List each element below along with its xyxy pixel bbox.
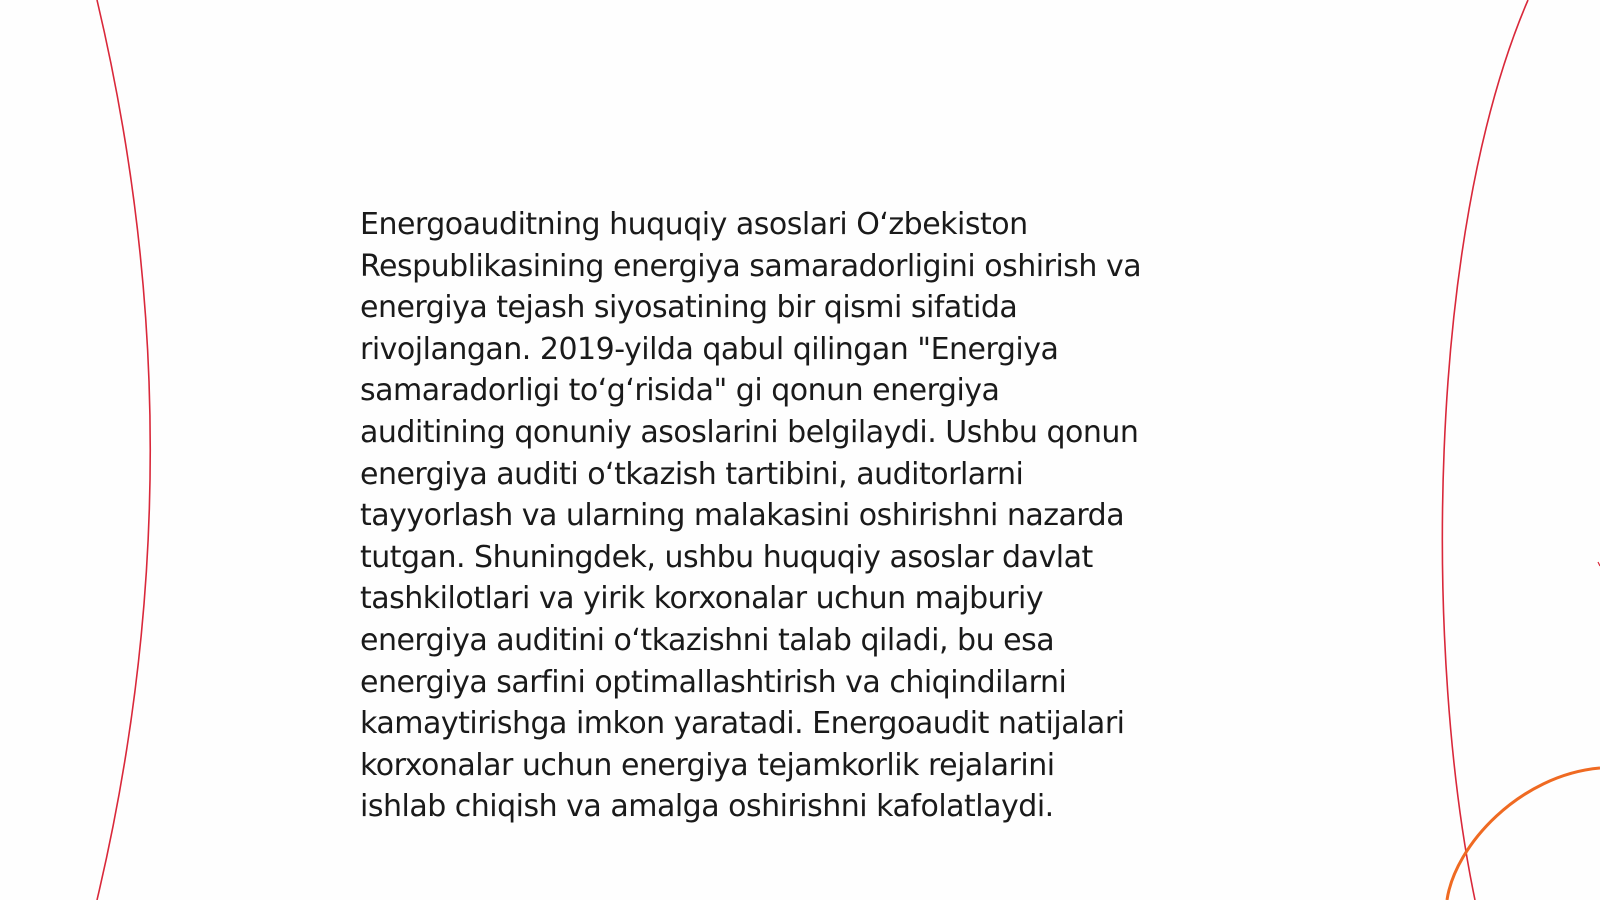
orange-circle-arc	[1447, 768, 1600, 900]
right-arc	[1442, 0, 1528, 900]
left-arc	[97, 0, 150, 900]
slide-body-text: Energoauditning huquqiy asoslari O‘zbekiston Respublikasining energiya samaradorligini oshirish va energiya tejash siyosatining bir qismi sifatida rivojlangan. 2019-yilda qabul qilingan "Energiya samaradorligi to‘g‘risida" gi qonun energiya auditining qonuniy asoslarini belgilaydi. Ushbu qonun energiya auditi o‘tkazish tartibini, auditorlarni tayyorlash va ularning malakasini oshirishni nazarda tutgan. Shuningdek, ushbu huquqiy asoslar davlat tashkilotlari va yirik korxonalar uchun majburiy energiya auditini o‘tkazishni talab qiladi, bu esa energiya sarfini optimallashtirish va chiqindilarni kamaytirishga imkon yaratadi. Energoaudit natijalari korxonalar uchun energiya tejamkorlik rejalarini ishlab chiqish va amalga oshirishni kafolatlaydi.	[360, 207, 1142, 825]
